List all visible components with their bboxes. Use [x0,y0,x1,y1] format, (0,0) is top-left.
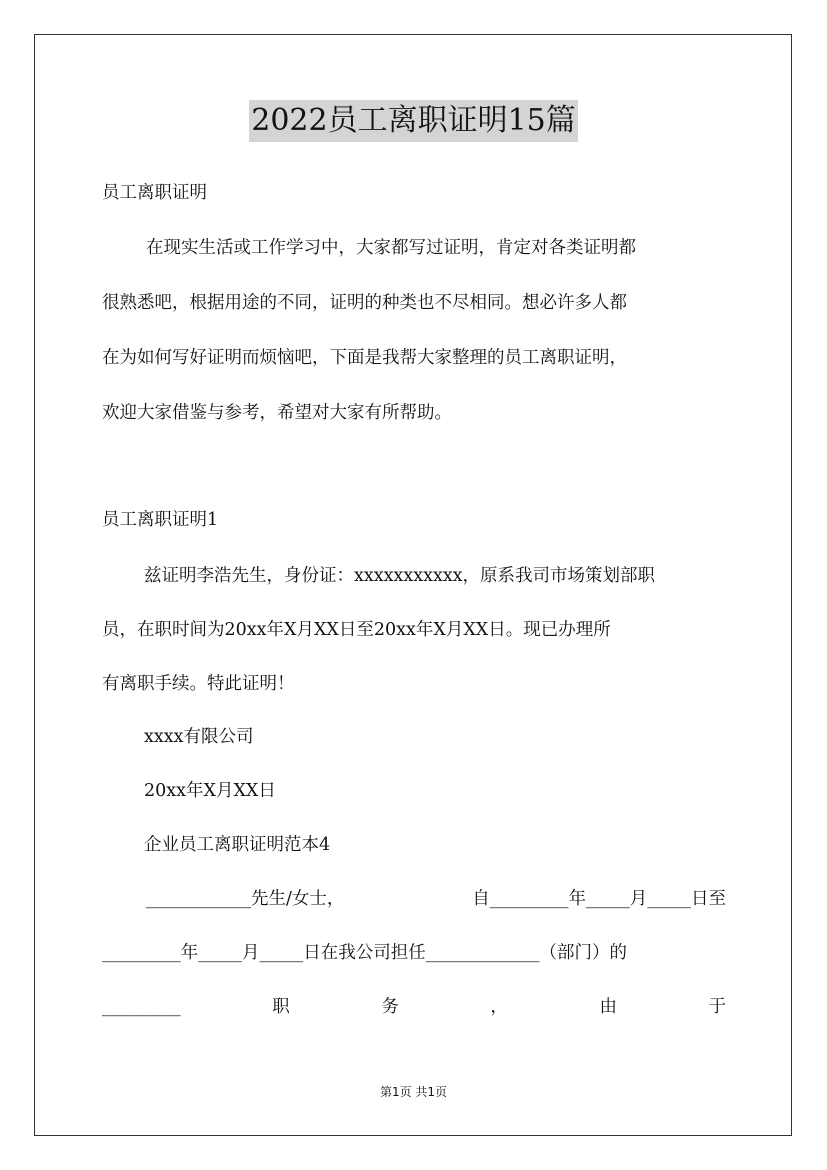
form-line-3-char-4: 于 [708,997,726,1017]
intro-paragraph-line-2: 很熟悉吧，根据用途的不同，证明的种类也不尽相同。想必许多人都 [102,293,627,313]
intro-heading: 员工离职证明 [102,183,207,203]
intro-paragraph-line-1 [146,236,726,260]
form-line-2: _________年_____月_____日在我公司担任_____________（部门）的 [102,943,627,963]
form-line-3-char-2: 务 [381,997,399,1017]
form-line-3-comma: ， [490,997,508,1017]
title-container [0,100,827,142]
section-1-line-3: 有离职手续。特此证明！ [102,674,295,694]
form-line-1-part-2: 自_________年_____月_____日至 [472,889,726,909]
page-footer: 第1页 共1页 [379,1085,448,1099]
form-line-3 [102,995,726,1019]
company-signature: xxxx有限公司 [144,727,254,747]
section-4-heading: 企业员工离职证明范本4 [144,835,331,855]
intro-line-1-text: 在现实生活或工作学习中，大家都写过证明，肯定对各类证明都 [146,238,636,258]
section-1-heading: 员工离职证明1 [102,510,219,530]
form-line-3-char-1: 职 [272,997,290,1017]
form-line-3-blank: _________ [102,997,181,1017]
form-line-3-char-3: 由 [599,997,617,1017]
intro-paragraph-line-4: 欢迎大家借鉴与参考，希望对大家有所帮助。 [102,403,452,423]
section-1-line-1: 兹证明李浩先生，身份证：xxxxxxxxxxx，原系我司市场策划部职 [144,566,656,586]
signature-date: 20xx年X月XX日 [144,781,276,801]
document-title: 2022员工离职证明15篇 [249,100,578,142]
section-1-line-2: 员，在职时间为20xx年X月XX日至20xx年X月XX日。现已办理所 [102,620,611,640]
intro-paragraph-line-3: 在为如何写好证明而烦恼吧，下面是我帮大家整理的员工离职证明， [102,348,627,368]
form-line-1 [146,887,726,911]
form-line-1-part-1: ____________先生/女士， [146,889,345,909]
